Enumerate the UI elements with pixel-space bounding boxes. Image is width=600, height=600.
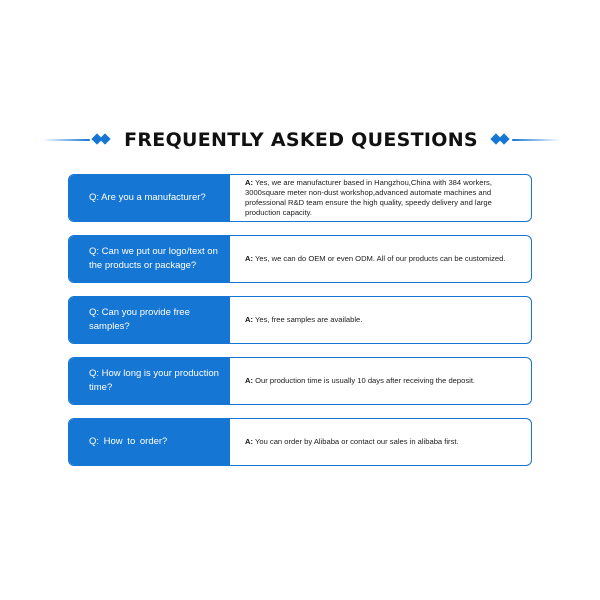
double-diamond-icon xyxy=(92,134,112,146)
answer-text xyxy=(245,437,459,447)
faq-header xyxy=(0,126,600,154)
answer-box xyxy=(245,419,529,465)
answer-box xyxy=(245,236,529,282)
answer-prefix: A: xyxy=(245,315,254,324)
answer-prefix: A: xyxy=(245,376,254,385)
answer-box xyxy=(245,358,529,404)
faq-item-manufacturer xyxy=(68,174,532,222)
question-box xyxy=(68,174,230,222)
answer-text xyxy=(245,315,362,325)
question-box xyxy=(68,296,230,344)
answer-text xyxy=(245,376,475,386)
answer-box xyxy=(245,297,529,343)
answer-body: You can order by Alibaba or contact our sales in alibaba first. xyxy=(253,437,459,446)
header-line-left xyxy=(42,139,90,141)
answer-box xyxy=(245,175,529,221)
answer-body: Yes, we are manufacturer based in Hangzhou,China with 384 workers, 3000square meter non-dust workshop,advanced automate machines and professional R&D team ensure the high quality, speedy delivery and large production capacity. xyxy=(245,178,492,217)
question-text: Q: How long is your production time? xyxy=(89,368,219,393)
question-text: Q: Can you provide free samples? xyxy=(89,307,190,332)
answer-text xyxy=(245,178,529,218)
page-title: FREQUENTLY ASKED QUESTIONS xyxy=(124,129,478,151)
faq-item-logo xyxy=(68,235,532,283)
question-text: Q: How to order? xyxy=(89,436,168,447)
question-box xyxy=(68,235,230,283)
question-box xyxy=(68,418,230,466)
question-box xyxy=(68,357,230,405)
answer-prefix: A: xyxy=(245,437,254,446)
faq-item-samples xyxy=(68,296,532,344)
faq-list xyxy=(68,174,532,466)
answer-prefix: A: xyxy=(245,254,254,263)
answer-prefix: A: xyxy=(245,178,254,187)
answer-body: Yes, we can do OEM or even ODM. All of our products can be customized. xyxy=(253,254,506,263)
question-text: Q: Are you a manufacturer? xyxy=(89,192,206,203)
answer-body: Our production time is usually 10 days after receiving the deposit. xyxy=(253,376,476,385)
faq-item-production-time xyxy=(68,357,532,405)
answer-body: Yes, free samples are available. xyxy=(253,315,363,324)
question-text: Q: Can we put our logo/text on the products or package? xyxy=(89,246,218,271)
header-line-right xyxy=(512,139,560,141)
double-diamond-icon xyxy=(491,134,511,146)
faq-item-how-to-order xyxy=(68,418,532,466)
answer-text xyxy=(245,254,505,264)
